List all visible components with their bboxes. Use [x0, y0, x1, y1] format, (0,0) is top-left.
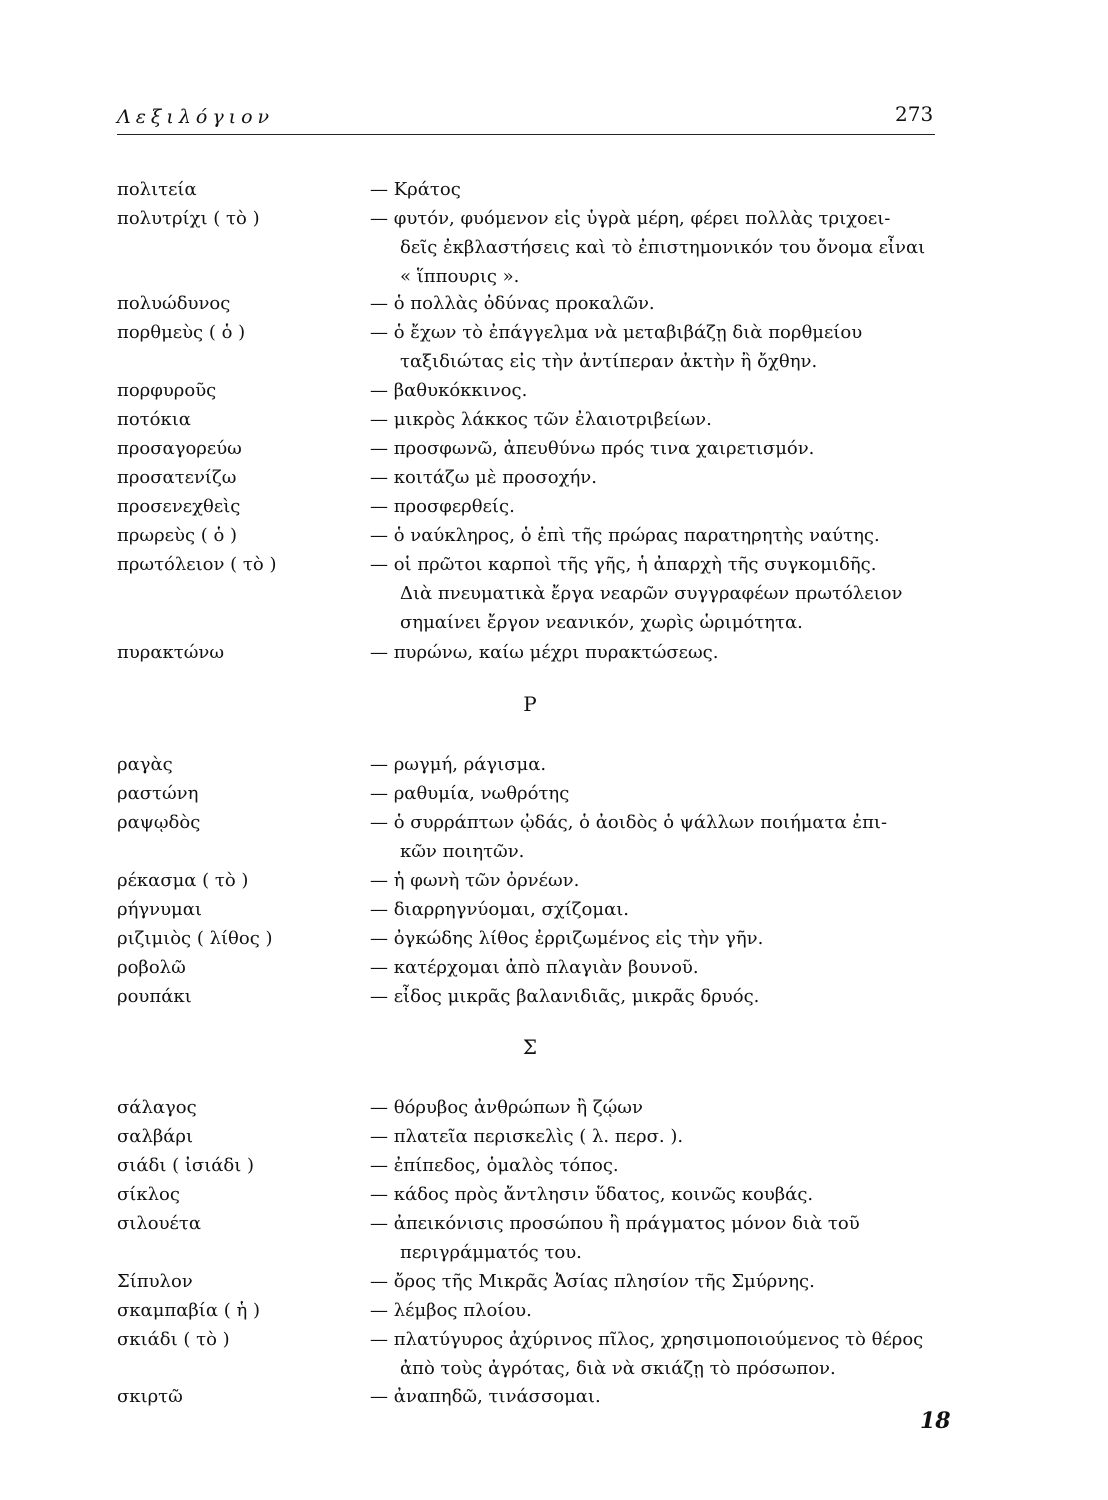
entry-term: σιλουέτα — [117, 1213, 201, 1234]
entry-definition — [370, 1210, 945, 1268]
definition-line: — ὁ ναύκληρος, ὁ ἐπὶ τῆς πρώρας παρατηρητὴς ναύτης. — [370, 525, 880, 546]
entry-definition — [370, 1152, 945, 1181]
definition-line: περιγράμματός του. — [400, 1242, 582, 1263]
definition-line: — ὀγκώδης λίθος ἐρριζωμένος εἰς τὴν γῆν. — [370, 928, 764, 949]
entry-definition — [370, 1181, 945, 1210]
entry-definition — [370, 1123, 945, 1152]
definition-line: κῶν ποιητῶν. — [400, 841, 525, 862]
entry-term: ριζιμιὸς ( λίθος ) — [117, 928, 273, 949]
definition-line: — ἐπίπεδος, ὁμαλὸς τόπος. — [370, 1155, 619, 1176]
definition-line: — ὁ συρράπτων ᾠδάς, ὁ ἀοιδὸς ὁ ψάλλων ποιήματα ἐπι- — [370, 812, 888, 833]
entry-term: πρωρεὺς ( ὁ ) — [117, 525, 238, 546]
definition-line: — πυρώνω, καίω μέχρι πυρακτώσεως. — [370, 642, 719, 663]
page-title: Λεξιλόγιον — [117, 106, 275, 128]
entry-term: ραστώνη — [117, 783, 199, 804]
definition-line: — κοιτάζω μὲ προσοχήν. — [370, 467, 597, 488]
entry-definition — [370, 1297, 945, 1326]
definition-line: — κάδος πρὸς ἄντλησιν ὕδατος, κοινῶς κουβάς. — [370, 1184, 814, 1205]
entry-definition — [370, 493, 945, 522]
definition-line: — Κράτος — [370, 179, 461, 200]
entry-term: ραψῳδὸς — [117, 812, 201, 833]
entry-term: προσατενίζω — [117, 467, 237, 488]
entry-definition — [370, 925, 945, 954]
entry-term: πολυτρίχι ( τὸ ) — [117, 208, 260, 229]
entry-term: σάλαγος — [117, 1097, 197, 1118]
definition-line: — φυτόν, φυόμενον εἰς ὑγρὰ μέρη, φέρει πολλὰς τριχοει- — [370, 208, 891, 229]
definition-line: ἀπὸ τοὺς ἀγρότας, διὰ νὰ σκιάζῃ τὸ πρόσωπον. — [400, 1358, 836, 1379]
entry-term: προσαγορεύω — [117, 438, 242, 459]
entry-term: ροβολῶ — [117, 957, 186, 978]
entry-term: σκιάδι ( τὸ ) — [117, 1329, 230, 1350]
entry-term: σιάδι ( ἰσιάδι ) — [117, 1155, 255, 1176]
entry-definition — [370, 205, 945, 292]
entry-term: ραγὰς — [117, 754, 173, 775]
entry-term: Σίπυλον — [117, 1271, 193, 1292]
entry-term: σίκλος — [117, 1184, 180, 1205]
entry-definition — [370, 522, 945, 551]
definition-line: — ραθυμία, νωθρότης — [370, 783, 570, 804]
definition-line: — λέμβος πλοίου. — [370, 1300, 532, 1321]
entry-definition — [370, 809, 945, 867]
entry-definition — [370, 319, 945, 377]
section-letter: Σ — [522, 1035, 538, 1059]
definition-line: — διαρρηγνύομαι, σχίζομαι. — [370, 899, 630, 920]
definition-line: — ἀπεικόνισις προσώπου ἢ πράγματος μόνον διὰ τοῦ — [370, 1213, 860, 1234]
definition-line: — ὁ πολλὰς ὀδύνας προκαλῶν. — [370, 293, 655, 314]
definition-line: — ὁ ἔχων τὸ ἐπάγγελμα νὰ μεταβιβάζῃ διὰ πορθμείου — [370, 322, 863, 343]
entry-definition — [370, 896, 945, 925]
entry-definition — [370, 983, 945, 1012]
entry-definition — [370, 464, 945, 493]
entry-term: πυρακτώνω — [117, 642, 225, 663]
definition-line: — μικρὸς λάκκος τῶν ἐλαιοτριβείων. — [370, 409, 712, 430]
definition-line: — ἡ φωνὴ τῶν ὀρνέων. — [370, 870, 580, 891]
entry-term: πολυώδυνος — [117, 293, 231, 314]
definition-line: — πλατύγυρος ἀχύρινος πῖλος, χρησιμοποιούμενος τὸ θέρος — [370, 1329, 924, 1350]
entry-term: σκαμπαβία ( ἡ ) — [117, 1300, 260, 1321]
definition-line: — προσφωνῶ, ἀπευθύνω πρός τινα χαιρετισμόν. — [370, 438, 815, 459]
entry-definition — [370, 1326, 945, 1384]
entry-definition — [370, 954, 945, 983]
entry-definition — [370, 1094, 945, 1123]
entry-definition — [370, 377, 945, 406]
entry-term: σαλβάρι — [117, 1126, 194, 1147]
entry-definition — [370, 290, 945, 319]
entry-definition — [370, 1383, 945, 1412]
section-letter: Ρ — [523, 692, 537, 716]
definition-line: δεῖς ἐκβλαστήσεις καὶ τὸ ἐπιστημονικόν του ὄνομα εἶναι — [400, 237, 926, 258]
entry-term: ρουπάκι — [117, 986, 192, 1007]
entry-term: ρήγνυμαι — [117, 899, 202, 920]
definition-line: — βαθυκόκκινος. — [370, 380, 528, 401]
entry-term: σκιρτῶ — [117, 1386, 183, 1407]
definition-line: — ἀναπηδῶ, τινάσσομαι. — [370, 1386, 601, 1407]
definition-line: ταξιδιώτας εἰς τὴν ἀντίπεραν ἀκτὴν ἢ ὄχθην. — [400, 351, 818, 372]
definition-line: Διὰ πνευματικὰ ἔργα νεαρῶν συγγραφέων πρωτόλειον — [400, 583, 903, 604]
entry-term: ποτόκια — [117, 409, 191, 430]
entry-definition — [370, 751, 945, 780]
page-number: 273 — [895, 102, 934, 126]
entry-definition — [370, 1268, 945, 1297]
entry-definition — [370, 551, 945, 638]
definition-line: — ρωγμή, ράγισμα. — [370, 754, 547, 775]
entry-definition — [370, 435, 945, 464]
entry-definition — [370, 867, 945, 896]
entry-term: πορθμεὺς ( ὁ ) — [117, 322, 246, 343]
entry-definition — [370, 176, 945, 205]
definition-line: — ὄρος τῆς Μικρᾶς Ἀσίας πλησίον τῆς Σμύρνης. — [370, 1271, 815, 1292]
entry-term: προσενεχθεὶς — [117, 496, 241, 517]
definition-line: — πλατεῖα περισκελὶς ( λ. περσ. ). — [370, 1126, 684, 1147]
entry-term: πορφυροῦς — [117, 380, 217, 401]
definition-line: — θόρυβος ἀνθρώπων ἢ ζῴων — [370, 1097, 643, 1118]
definition-line: — προσφερθείς. — [370, 496, 515, 517]
definition-line: — οἱ πρῶτοι καρποὶ τῆς γῆς, ἡ ἀπαρχὴ τῆς συγκομιδῆς. — [370, 554, 877, 575]
entry-definition — [370, 406, 945, 435]
definition-line: σημαίνει ἔργον νεανικόν, χωρὶς ὡριμότητα. — [400, 612, 803, 633]
definition-line: « ἵππουρις ». — [400, 266, 520, 287]
definition-line: — εἶδος μικρᾶς βαλανιδιᾶς, μικρᾶς δρυός. — [370, 986, 760, 1007]
entry-term: ρέκασμα ( τὸ ) — [117, 870, 249, 891]
signature-mark: 18 — [920, 1408, 951, 1434]
entry-definition — [370, 780, 945, 809]
definition-line: — κατέρχομαι ἀπὸ πλαγιὰν βουνοῦ. — [370, 957, 699, 978]
entry-definition — [370, 639, 945, 668]
entry-term: πολιτεία — [117, 179, 197, 200]
entry-term: πρωτόλειον ( τὸ ) — [117, 554, 277, 575]
